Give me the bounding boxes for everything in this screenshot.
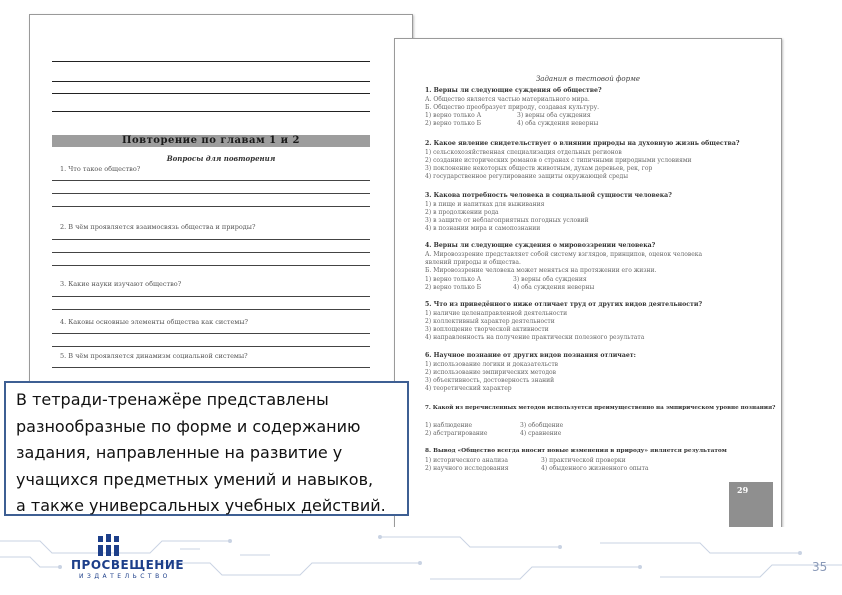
writing-line — [52, 61, 370, 62]
answer-option: 3) воплощение творческой активности — [425, 326, 549, 333]
answer-option: 4) оба суждения неверны — [517, 120, 599, 127]
answer-line — [52, 265, 370, 266]
callout-line: а также универсальных учебных действий. — [16, 496, 386, 516]
callout-line: разнообразные по форме и содержанию — [16, 416, 361, 436]
answer-line — [52, 309, 370, 310]
answer-option: 4) обыденного жизненного опыта — [541, 465, 649, 472]
answer-option: 2) в продолжении рода — [425, 209, 499, 216]
description-callout — [4, 381, 409, 516]
answer-line — [52, 367, 370, 368]
callout-line: В тетради-тренажёре представлены — [16, 390, 329, 409]
callout-line: учащихся предметных умений и навыков, — [16, 469, 374, 489]
answer-option: 1) в пище и напитках для выживания — [425, 201, 545, 208]
workbook-page-left — [29, 14, 413, 411]
answer-option: 2) верно только Б — [425, 284, 482, 291]
publisher-logo-icon — [95, 533, 123, 559]
answer-option: 4) в познании мира и самопознании — [425, 225, 541, 232]
test-title: Задания в тестовой форме — [535, 75, 641, 83]
answer-option: 1) верно только А — [425, 276, 482, 283]
review-question: 1. Что такое общество? — [60, 165, 141, 173]
review-question: 5. В чём проявляется динамизм социальной системы? — [60, 352, 248, 360]
review-question: 2. В чём проявляется взаимосвязь общества и природы? — [60, 223, 256, 231]
test-question: 4. Верны ли следующие суждения о мировоззрении человека? — [425, 242, 656, 249]
answer-option: 3) в защите от неблагоприятных погодных условий — [425, 217, 589, 224]
publisher-logo-subtitle: ИЗДАТЕЛЬСТВО — [79, 573, 171, 580]
answer-option: 3) верны оба суждения — [517, 112, 591, 119]
test-question: 5. Что из приведённого ниже отличает труд от других видов деятельности? — [425, 301, 703, 308]
writing-line — [52, 93, 370, 94]
answer-line — [52, 296, 370, 297]
answer-line — [52, 333, 370, 334]
answer-option: 3) практической проверки — [541, 457, 626, 464]
answer-line — [52, 193, 370, 194]
review-subheading: Вопросы для повторения — [166, 154, 276, 163]
answer-line — [52, 346, 370, 347]
answer-option: 4) теоретический характер — [425, 385, 512, 392]
review-question: 3. Какие науки изучают общество? — [60, 280, 182, 288]
answer-option: 1) использование логики и доказательств — [425, 361, 559, 368]
answer-option: 3) обобщение — [520, 422, 564, 429]
page-number-box — [729, 482, 773, 528]
test-question: 8. Вывод «Общество всегда вносит новые изменения в природу» является результатом — [425, 448, 727, 454]
slide-number: 35 — [812, 560, 828, 574]
review-question: 4. Каковы основные элементы общества как системы? — [60, 318, 249, 326]
writing-line — [52, 111, 370, 112]
answer-option: 3) поклонение некоторых обществ животным, духам деревьев, рек, гор — [425, 165, 653, 172]
answer-option: 2) верно только Б — [425, 120, 482, 127]
answer-option: 2) коллективный характер деятельности — [425, 318, 555, 325]
test-statement: А. Общество является частью материального мира. — [425, 96, 590, 103]
publisher-logo-name: ПРОСВЕЩЕНИЕ — [71, 558, 185, 572]
workbook-page-right — [394, 38, 782, 530]
writing-line — [52, 81, 370, 82]
answer-option: 4) оба суждения неверны — [513, 284, 595, 291]
answer-option: 1) исторического анализа — [425, 457, 508, 464]
answer-line — [52, 239, 370, 240]
answer-line — [52, 252, 370, 253]
answer-line — [52, 206, 370, 207]
test-question: 1. Верны ли следующие суждения об обществе? — [425, 87, 602, 94]
answer-option: 2) создание исторических романов о странах с типичными природными условиями — [425, 157, 692, 164]
review-heading: Повторение по главам 1 и 2 — [52, 135, 370, 147]
answer-option: 2) использование эмпирических методов — [425, 369, 557, 376]
answer-line — [52, 180, 370, 181]
answer-option: 3) верны оба суждения — [513, 276, 587, 283]
answer-option: 2) научного исследования — [425, 465, 509, 472]
answer-option: 4) государственное регулирование защиты окружающей среды — [425, 173, 628, 180]
test-statement: А. Мировоззрение представляет собой систему взглядов, принципов, оценок человека — [425, 251, 703, 258]
answer-option: 2) абстрагирование — [425, 430, 488, 437]
test-question: 7. Какой из перечисленных методов используется преимущественно на эмпирическом уровне познания? — [425, 405, 776, 411]
answer-option: 4) направленность на получение практически полезного результата — [425, 334, 645, 341]
answer-option: 1) сельскохозяйственная специализация отдельных регионов — [425, 149, 622, 156]
test-question: 2. Какое явление свидетельствует о влиянии природы на духовную жизнь общества? — [425, 140, 740, 147]
answer-option: 4) сравнение — [520, 430, 562, 437]
test-question: 6. Научное познание от других видов познания отличает: — [425, 352, 636, 359]
answer-option: 1) наличие целенаправленной деятельности — [425, 310, 568, 317]
answer-option: 3) объективность, достоверность знаний — [425, 377, 555, 384]
answer-option: 1) наблюдение — [425, 422, 473, 429]
test-statement: Б. Мировоззрение человека может меняться на протяжении его жизни. — [425, 267, 657, 274]
answer-option: 1) верно только А — [425, 112, 482, 119]
page-number: 29 — [737, 485, 749, 495]
callout-line: задания, направленные на развитие у — [16, 443, 343, 463]
test-statement: Б. Общество преобразует природу, создавая культуру. — [425, 104, 600, 111]
test-question: 3. Какова потребность человека в социальной сущности человека? — [425, 192, 672, 199]
test-statement: явлений природы и общества. — [425, 259, 521, 266]
